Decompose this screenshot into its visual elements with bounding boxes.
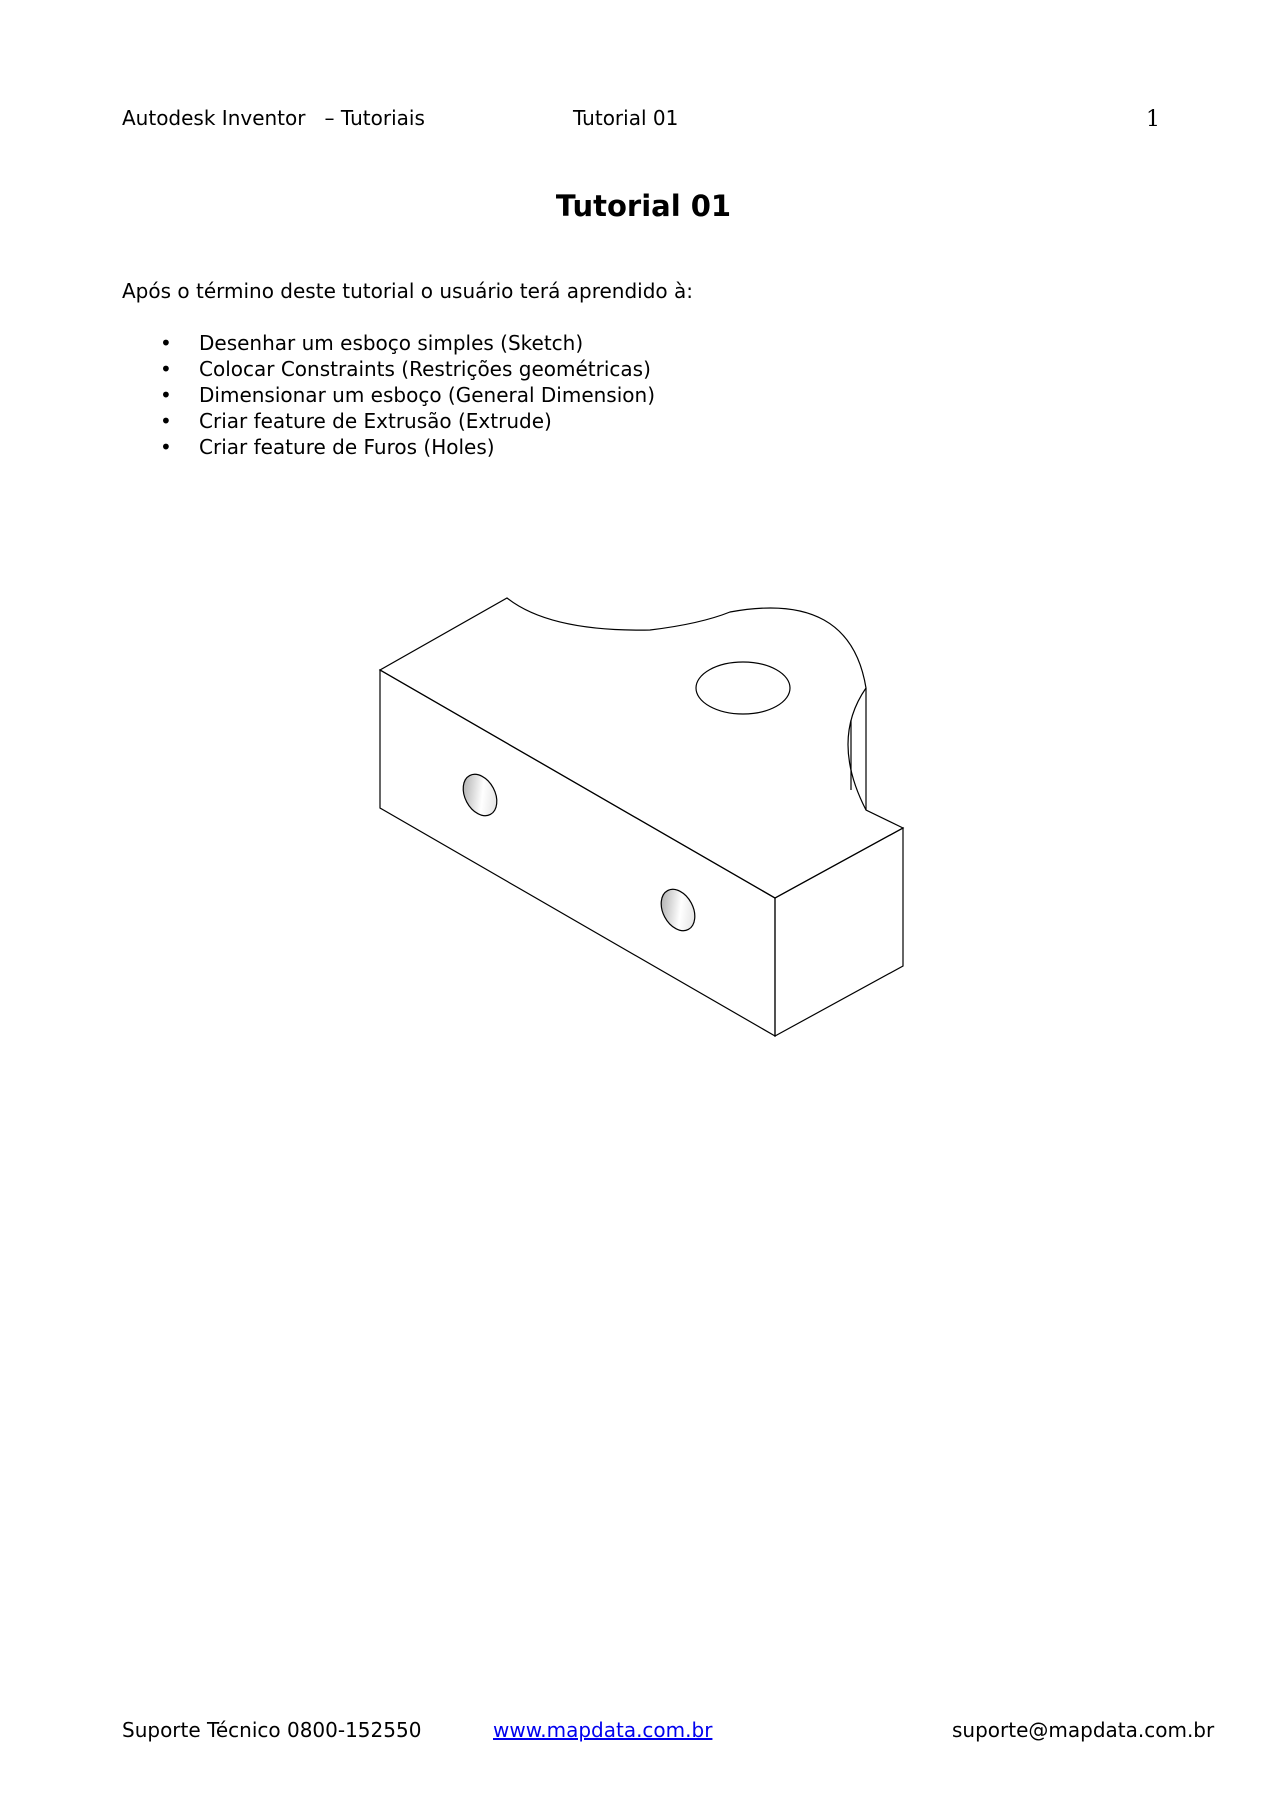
- page-title: [0, 188, 1280, 224]
- right-face: [775, 828, 903, 1036]
- bullet: •: [160, 409, 172, 433]
- front-hole-left: [456, 769, 503, 822]
- list-item: [160, 330, 655, 356]
- list-item: [160, 408, 655, 434]
- list-item-text: Colocar Constraints (Restrições geométricas): [199, 357, 651, 381]
- list-item: [160, 382, 655, 408]
- list-item-text: Criar feature de Extrusão (Extrude): [199, 409, 552, 433]
- footer-website-link[interactable]: www.mapdata.com.br: [493, 1718, 713, 1742]
- bullet: •: [160, 357, 172, 381]
- front-hole-right: [654, 884, 701, 937]
- bullet: •: [160, 383, 172, 407]
- part-isometric-drawing: [370, 590, 910, 1050]
- list-item-text: Dimensionar um esboço (General Dimension): [199, 383, 655, 407]
- list-item: [160, 434, 655, 460]
- page-title-text: Tutorial 01: [555, 189, 732, 223]
- header-center-text: Tutorial 01: [573, 106, 679, 130]
- list-item-text: Desenhar um esboço simples (Sketch): [199, 331, 584, 355]
- list-item-text: Criar feature de Furos (Holes): [199, 435, 495, 459]
- header-left-text: Autodesk Inventor – Tutoriais: [122, 106, 425, 130]
- front-face: [380, 670, 775, 1036]
- bullet: •: [160, 435, 172, 459]
- goals-list: [160, 330, 655, 460]
- footer-support-phone: Suporte Técnico 0800-152550: [122, 1718, 422, 1742]
- footer-email: suporte@mapdata.com.br: [952, 1718, 1215, 1742]
- bullet: •: [160, 331, 172, 355]
- list-item: [160, 356, 655, 382]
- intro-paragraph: Após o término deste tutorial o usuário terá aprendido à:: [122, 279, 694, 303]
- top-hole: [696, 662, 790, 714]
- page-number: 1: [1146, 107, 1160, 132]
